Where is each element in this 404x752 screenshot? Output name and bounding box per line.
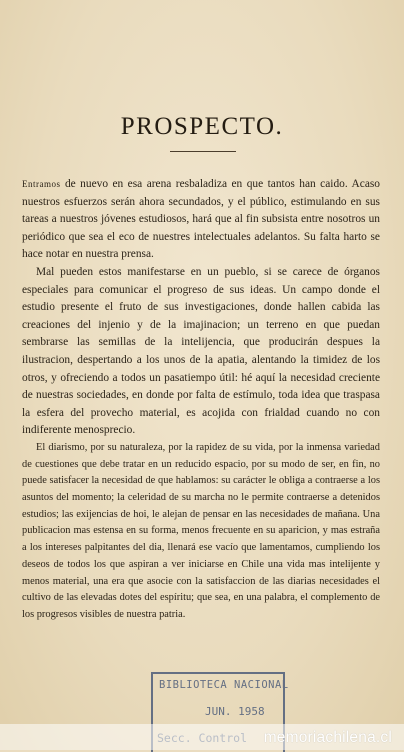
site-watermark[interactable]: memoriachilena.cl bbox=[263, 729, 392, 746]
paragraph-3: El diarismo, por su naturaleza, por la rapidez de su vida, por la inmensa variedad de cuestiones que debe tratar en un reducido espacio, por su modo de ser, en fin, no puede satisfacer la necesidad de que hablamos: su carácter le obliga a contraerse a los asuntos del momento; la celeridad de su marcha no le permite contraerse a detenidos estudios; las exijencias de hoi, le alejan de pensar en las necesidades de mañana. Una publicacion mas estensa en su forma, menos frecuente en su aparicion, y mas estraña a los intereses palpitantes del dia, llenará ese vacío que lamentamos, cumpliendo los deseos de todos los que aspiran a ver iniciarse en Chile una vida mas intelijente y menos material, una era que asocie con la satisfaccion de las diarias necesidades el cultivo de las elevadas dotes del espíritu; que sea, en una palabra, el complemento de los progresos visibles de nuestra patria. bbox=[22, 441, 380, 620]
paragraph-1-text: de nuevo en esa arena resbaladiza en que tantos han caido. Acaso nuestros esfuerzos serán ahora secundados, y el público, estimulando en sus tareas a nuestros jóvenes estudiosos, hará que al fin subsista entre nosotros un periódico que sea el eco de nuestres intelectuales adelantos. Su falta harto se hace notar en nuestra prensa. bbox=[22, 178, 380, 261]
title-divider bbox=[170, 151, 236, 152]
paragraph-1-lead: Entramos bbox=[22, 179, 61, 189]
stamp-date: JUN. 1958 bbox=[205, 705, 265, 718]
stamp-library-name: BIBLIOTECA NACIONAL bbox=[159, 679, 289, 691]
paragraph-2: Mal pueden estos manifestarse en un pueblo, si se carece de órganos especiales para comunicar el progreso de sus ideas. Un campo donde el estudio presente el fruto de sus investigaciones, donde hallen cabida las creaciones del injenio y de la imajinacion; un terreno en que puedan sembrarse las semillas de la intelijencia, que producirán despues la ilustracion, despertando a los unos de la apatia, alentando la timidez de los otros, y ofreciendo a todos un pasatiempo útil: hé aquí la necesidad creciente de nuestras sociedades, en donde por falta de estímulo, toda idea que traspasa la esfera del provecho material, es acojida con frialdad cuando no con indiferente menosprecio. bbox=[22, 265, 380, 437]
page-title: PROSPECTO. bbox=[120, 113, 284, 140]
body-text bbox=[22, 176, 380, 624]
paragraph-1 bbox=[22, 176, 380, 264]
